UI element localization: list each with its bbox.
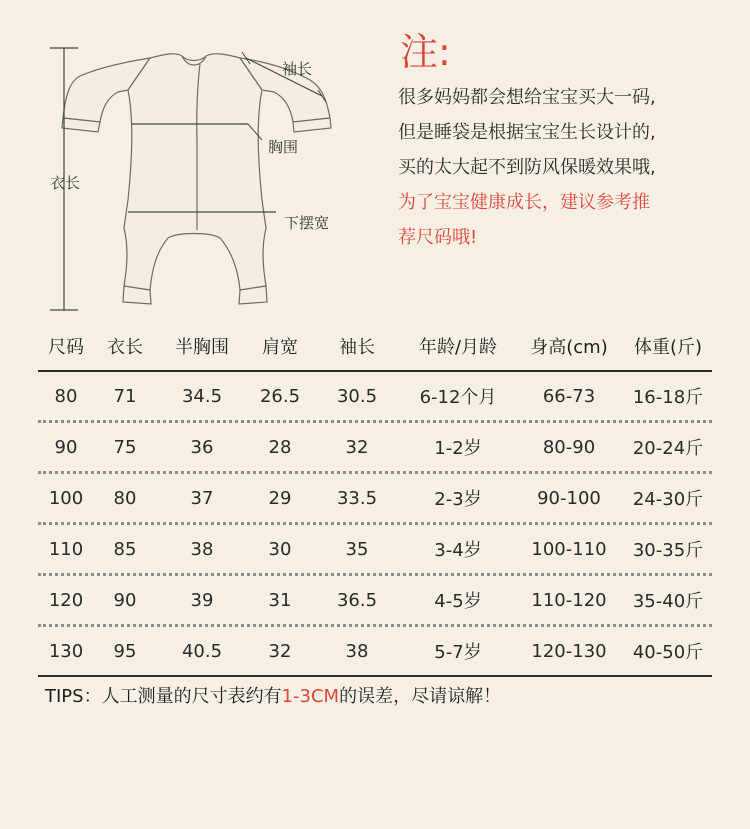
table-row xyxy=(38,525,712,576)
cell-age: 5-7岁 xyxy=(434,642,482,663)
table-header-row xyxy=(38,322,712,372)
header-size: 尺码 xyxy=(48,337,84,358)
cell-sleeve: 33.5 xyxy=(336,487,378,509)
tips-prefix: TIPS：人工测量的尺寸表约有 xyxy=(45,686,282,707)
header-height: 身高(cm) xyxy=(530,337,608,358)
note-title: 注: xyxy=(400,30,451,74)
cell-height: 80-90 xyxy=(542,436,596,458)
cell-length: 95 xyxy=(113,640,137,662)
cell-shoulder: 32 xyxy=(268,640,292,662)
cell-sleeve: 36.5 xyxy=(336,589,378,611)
cell-sleeve: 38 xyxy=(345,640,369,662)
garment-diagram xyxy=(0,0,380,320)
measurement-tips xyxy=(45,682,501,708)
note-recommendation-line: 为了宝宝健康成长，建议参考推 xyxy=(398,192,650,213)
cell-size: 80 xyxy=(54,385,78,407)
cell-half-chest: 40.5 xyxy=(181,640,223,662)
header-shoulder: 肩宽 xyxy=(262,337,298,358)
cell-height: 66-73 xyxy=(542,385,596,407)
cell-weight: 16-18斤 xyxy=(632,387,704,408)
size-chart-table xyxy=(38,322,712,677)
table-row xyxy=(38,576,712,627)
cell-size: 120 xyxy=(48,589,84,611)
sleeve-length-label: 袖长 xyxy=(282,60,313,78)
cell-size: 90 xyxy=(54,436,78,458)
cell-half-chest: 37 xyxy=(190,487,214,509)
tips-error-range: 1-3CM xyxy=(281,686,340,707)
cell-height: 90-100 xyxy=(537,487,601,509)
hem-width-label: 下摆宽 xyxy=(284,214,330,232)
cell-length: 71 xyxy=(113,385,137,407)
header-half-chest: 半胸围 xyxy=(175,337,229,358)
cell-age: 4-5岁 xyxy=(434,591,482,612)
cell-sleeve: 32 xyxy=(345,436,369,458)
cell-height: 120-130 xyxy=(531,640,607,662)
cell-shoulder: 26.5 xyxy=(259,385,301,407)
table-row xyxy=(38,474,712,525)
cell-weight: 20-24斤 xyxy=(632,438,704,459)
note-line: 很多妈妈都会想给宝宝买大一码, xyxy=(398,87,656,108)
cell-shoulder: 28 xyxy=(268,436,292,458)
note-line: 买的太大起不到防风保暖效果哦, xyxy=(398,157,656,178)
cell-shoulder: 30 xyxy=(268,538,292,560)
cell-height: 110-120 xyxy=(531,589,607,611)
cell-length: 90 xyxy=(113,589,137,611)
cell-age: 1-2岁 xyxy=(434,438,482,459)
cell-length: 75 xyxy=(113,436,137,458)
cell-half-chest: 38 xyxy=(190,538,214,560)
cell-half-chest: 36 xyxy=(190,436,214,458)
cell-length: 85 xyxy=(113,538,137,560)
cell-weight: 30-35斤 xyxy=(632,540,704,561)
cell-shoulder: 31 xyxy=(268,589,292,611)
header-length: 衣长 xyxy=(107,337,143,358)
cell-shoulder: 29 xyxy=(268,487,292,509)
cell-weight: 35-40斤 xyxy=(632,591,704,612)
note-line: 但是睡袋是根据宝宝生长设计的, xyxy=(398,122,656,143)
cell-age: 6-12个月 xyxy=(419,387,497,408)
cell-age: 2-3岁 xyxy=(434,489,482,510)
cell-size: 100 xyxy=(48,487,84,509)
header-age: 年龄/月龄 xyxy=(418,337,498,358)
header-sleeve: 袖长 xyxy=(339,337,375,358)
cell-half-chest: 34.5 xyxy=(181,385,223,407)
header-weight: 体重(斤) xyxy=(633,337,703,358)
cell-weight: 24-30斤 xyxy=(632,489,704,510)
cell-age: 3-4岁 xyxy=(434,540,482,561)
note-recommendation-line: 荐尺码哦! xyxy=(398,227,478,248)
cell-length: 80 xyxy=(113,487,137,509)
table-row xyxy=(38,627,712,677)
cell-weight: 40-50斤 xyxy=(632,642,704,663)
chest-label: 胸围 xyxy=(268,138,299,156)
length-label: 衣长 xyxy=(50,174,81,192)
tips-suffix: 的误差，尽请谅解！ xyxy=(339,686,502,707)
cell-height: 100-110 xyxy=(531,538,607,560)
sleep-sack-illustration xyxy=(0,0,380,320)
cell-sleeve: 30.5 xyxy=(336,385,378,407)
cell-size: 130 xyxy=(48,640,84,662)
cell-half-chest: 39 xyxy=(190,589,214,611)
cell-sleeve: 35 xyxy=(345,538,369,560)
table-row xyxy=(38,423,712,474)
cell-size: 110 xyxy=(48,538,84,560)
table-row xyxy=(38,372,712,423)
sizing-note xyxy=(398,28,738,255)
